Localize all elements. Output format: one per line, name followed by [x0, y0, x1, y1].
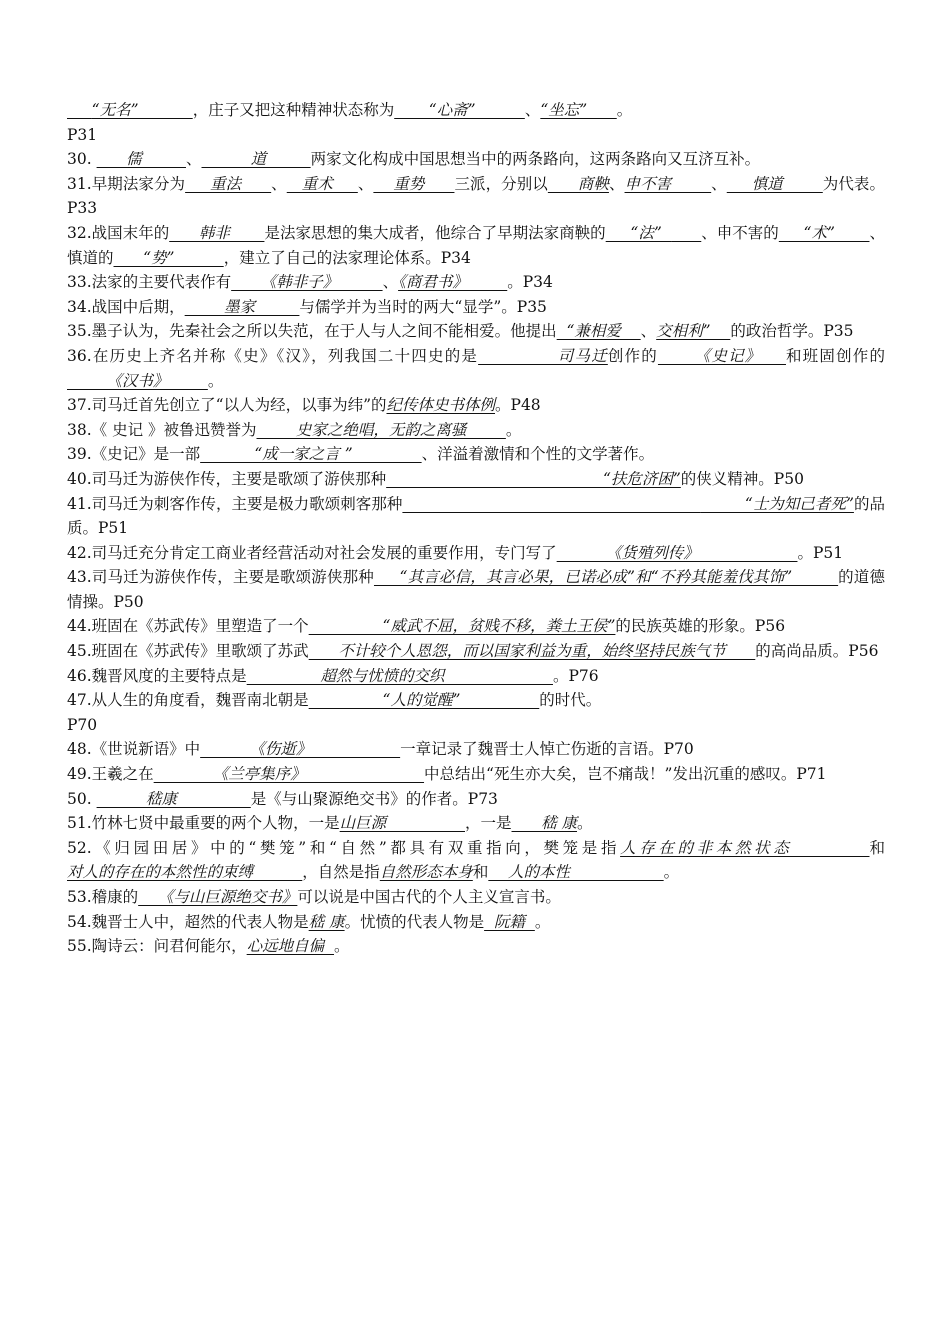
answer-blank: 自然形态本身 [379, 863, 473, 882]
question-37 [67, 393, 885, 418]
question-text: 是法家思想的集大成者，他综合了早期法家商鞅的 [264, 223, 606, 242]
question-text: 、 [608, 174, 625, 193]
question-text: 为代表。P33 [67, 174, 885, 218]
answer-blank: 山巨源 [339, 814, 465, 833]
question-text: 的品质。P51 [67, 494, 885, 538]
question-text: 。忧愤的代表人物是 [344, 912, 485, 931]
question-51 [67, 811, 885, 836]
question-43 [67, 565, 885, 614]
answer-blank: 司马迁 [478, 346, 608, 365]
question-text: 的侠义精神。P50 [680, 469, 804, 488]
answer-blank: 嵇 康 [511, 814, 578, 833]
question-text: 、 [185, 150, 202, 169]
question-text: P31 [67, 125, 98, 144]
answer-blank: 对人的存在的本然性的束缚 [67, 863, 303, 882]
question-text: 的民族英雄的形象。P56 [615, 617, 786, 636]
question-34 [67, 295, 885, 320]
question-36 [67, 344, 885, 393]
answer-blank: “成一家之言 ” [200, 445, 422, 464]
question-text: 和 [869, 838, 885, 857]
question-35 [67, 319, 885, 344]
question-55 [67, 934, 885, 959]
answer-blank: 《韩非子》 [231, 273, 383, 292]
question-text: 、 [271, 174, 287, 193]
answer-blank: 超然与忧愤的交织 [246, 666, 553, 685]
question-text: 。 [577, 814, 593, 833]
question-text: 34.战国中后期， [67, 297, 185, 316]
question-text: ，建立了自己的法家理论体系。P34 [223, 248, 471, 267]
answer-blank: “无名” [91, 101, 193, 119]
question-31 [67, 172, 885, 221]
question-text: 47.从人生的角度看，魏晋南北朝是 [67, 691, 309, 710]
question-52 [67, 836, 885, 885]
answer-blank [672, 224, 702, 242]
question-text: 45.班固在《苏武传》里歌颂了苏武 [67, 642, 309, 661]
question-text: 33.法家的主要代表作有 [67, 273, 232, 292]
answer-blank: 《货殖列传》 [556, 543, 798, 562]
answer-blank: 重势 [373, 174, 455, 193]
question-text: 是《与山聚源绝交书》的作者。P73 [250, 789, 498, 808]
question-text: ，一是 [465, 814, 512, 833]
question-text: 。P48 [495, 396, 541, 415]
answer-blank [402, 495, 700, 513]
answer-blank: 心远地自偏 [246, 937, 335, 956]
answer-blank: “威武不屈，贫贱不移，粪土王侯” [308, 617, 616, 636]
question-text: 53.稽康的 [67, 888, 139, 906]
question-text: 52.《归园田居》中的“樊笼”和“自然”都具有双重指向，樊笼是指 [67, 838, 621, 857]
question-text: 42.司马迁充分肯定工商业者经营活动对社会发展的重要作用，专门写了 [67, 543, 557, 562]
question-text: 、 [524, 101, 541, 119]
question-42 [67, 541, 885, 566]
question-text: 的道德情操。P50 [67, 568, 885, 611]
question-text: 50. [67, 789, 97, 808]
answer-blank: 《与山巨源绝交书》 [138, 888, 298, 906]
question-text: 、 [357, 174, 374, 193]
question-text: 41.司马迁为刺客作传，主要是极力歌颂刺客那种 [67, 494, 403, 513]
question-text: 一章记录了魏晋士人悼亡伤逝的言语。P70 [400, 740, 694, 759]
question-41 [67, 492, 885, 541]
question-text: 、洋溢着激情和个性的文学著作。 [421, 445, 655, 464]
question-text: 与儒学并为当时的两大“显学”。P35 [299, 297, 547, 316]
answer-blank: “术” [778, 223, 870, 242]
answer-blank: “兼相爱 [556, 322, 641, 341]
answer-blank: 《兰亭集序》 [153, 765, 425, 784]
question-50 [67, 787, 885, 812]
answer-blank: 申不害 [624, 174, 712, 193]
question-39 [67, 442, 885, 467]
question-text: ，庄子又把这种精神状态称为 [192, 101, 395, 119]
question-29 [67, 98, 885, 147]
question-text: 。 [505, 420, 522, 439]
question-text: 36.在历史上齐名并称《史》《汉》，列我国二十四史的是 [67, 346, 479, 365]
answer-blank: 儒 [96, 150, 186, 169]
answer-blank: 史家之绝唱，无韵之离骚 [256, 420, 506, 439]
answer-blank: “势” [113, 248, 224, 267]
question-text: ，自然是指 [302, 863, 380, 882]
answer-blank: 墨家 [184, 297, 300, 316]
answer-blank: 人的本性 [488, 863, 664, 882]
question-text: 54.魏晋士人中，超然的代表人物是 [67, 912, 309, 931]
question-text: 的政治哲学。P35 [730, 322, 854, 341]
question-text: 、慎道的 [67, 223, 885, 267]
answer-blank: 慎道 [726, 174, 823, 193]
question-text: 。 [207, 371, 224, 390]
question-text: 32.战国末年的 [67, 223, 170, 242]
question-53 [67, 885, 885, 910]
question-32 [67, 221, 885, 270]
question-text: 48.《世说新语》中 [67, 740, 201, 759]
question-text: 49.王羲之在 [67, 765, 154, 784]
answer-blank: “士为知己者死” [700, 494, 854, 513]
answer-blank: 重法 [185, 174, 272, 193]
question-54 [67, 910, 885, 935]
answer-blank: “人的觉醒” [308, 691, 540, 710]
answer-blank: “心斋” [394, 101, 525, 119]
question-text: 46.魏晋风度的主要特点是 [67, 666, 247, 685]
answer-blank: 嵇康 [96, 789, 251, 808]
question-40 [67, 467, 885, 492]
question-text: 三派，分别以 [454, 174, 548, 193]
answer-blank: 嵇 康 [308, 912, 345, 931]
question-text: 。P76 [552, 666, 599, 685]
question-text: 39.《史记》是一部 [67, 445, 201, 464]
question-text: 。P34 [507, 273, 553, 292]
question-text: 、 [640, 322, 657, 341]
answer-blank: 《汉书》 [67, 371, 208, 390]
answer-blank: 人存在的非本然状态 [620, 838, 870, 857]
answer-blank: 不计较个人恩怨，而以国家利益为重，始终坚持民族气节 [308, 642, 756, 661]
question-text: 。 [616, 101, 633, 119]
document-page [67, 98, 885, 959]
answer-blank: 韩非 [169, 223, 265, 242]
question-text: 55.陶诗云：问君何能尔， [67, 937, 247, 956]
question-text: 31.早期法家分为 [67, 174, 186, 193]
question-38 [67, 418, 885, 443]
answer-blank: 《史记》 [657, 346, 786, 365]
question-text: 中总结出“死生亦大矣，岂不痛哉！”发出沉重的感叹。P71 [424, 765, 827, 784]
question-text: 和 [472, 863, 489, 882]
answer-blank: “法” [605, 223, 672, 242]
question-text: 、 [382, 273, 399, 292]
question-text: 。 [534, 912, 551, 931]
question-48 [67, 737, 885, 762]
question-text: 44.班固在《苏武传》里塑造了一个 [67, 617, 309, 636]
question-text: 两家文化构成中国思想当中的两条路向，这两条路向又互济互补。 [310, 150, 761, 169]
question-text: 38.《 史记 》被鲁迅赞誉为 [67, 420, 257, 439]
answer-blank: 阮籍 [484, 912, 535, 931]
question-text: 。P51 [797, 543, 844, 562]
question-text: 的高尚品质。P56 [755, 642, 879, 661]
question-text: 37.司马迁首先创立了“以人为经，以事为纬”的 [67, 396, 387, 415]
question-text: 43.司马迁为游侠作传，主要是歌颂游侠那种 [67, 568, 374, 587]
question-text: 。 [663, 863, 680, 882]
answer-blank: 纪传体史书体例 [386, 396, 496, 415]
question-text: 可以说是中国古代的个人主义宣言书。 [297, 888, 561, 906]
question-46 [67, 664, 885, 689]
answer-blank: 道 [201, 150, 311, 169]
question-text: 30. [67, 150, 97, 169]
answer-blank: 交相利” [656, 322, 731, 341]
question-text: 的时代。 [539, 691, 602, 710]
question-49 [67, 762, 885, 787]
question-text: 、申不害的 [701, 223, 779, 242]
answer-blank: 重术 [286, 174, 358, 193]
answer-blank: 《伤逝》 [200, 740, 401, 759]
question-33 [67, 270, 885, 295]
question-text: 51.竹林七贤中最重要的两个人物，一是 [67, 814, 340, 833]
question-text: P70 [67, 715, 98, 734]
question-45 [67, 639, 885, 664]
question-text: 35.墨子认为，先秦社会之所以失范，在于人与人之间不能相爱。他提出 [67, 322, 557, 341]
question-47 [67, 688, 885, 737]
question-text: 创作的 [607, 346, 658, 365]
answer-blank: 商鞅 [547, 174, 609, 193]
answer-blank: “其言必信，其言必果，已诺必成”和“不矜其能羞伐其饰” [373, 568, 839, 587]
question-44 [67, 614, 885, 639]
answer-blank [67, 101, 92, 119]
question-text: 和班固创作的 [785, 346, 885, 365]
answer-blank: “坐忘” [540, 101, 617, 119]
answer-blank: “扶危济困” [386, 469, 681, 488]
question-text: 。 [334, 937, 350, 956]
question-text: 40.司马迁为游侠作传，主要是歌颂了游侠那种 [67, 469, 387, 488]
question-30 [67, 147, 885, 172]
question-text: 、 [711, 174, 727, 193]
answer-blank: 《商君书》 [398, 273, 508, 292]
